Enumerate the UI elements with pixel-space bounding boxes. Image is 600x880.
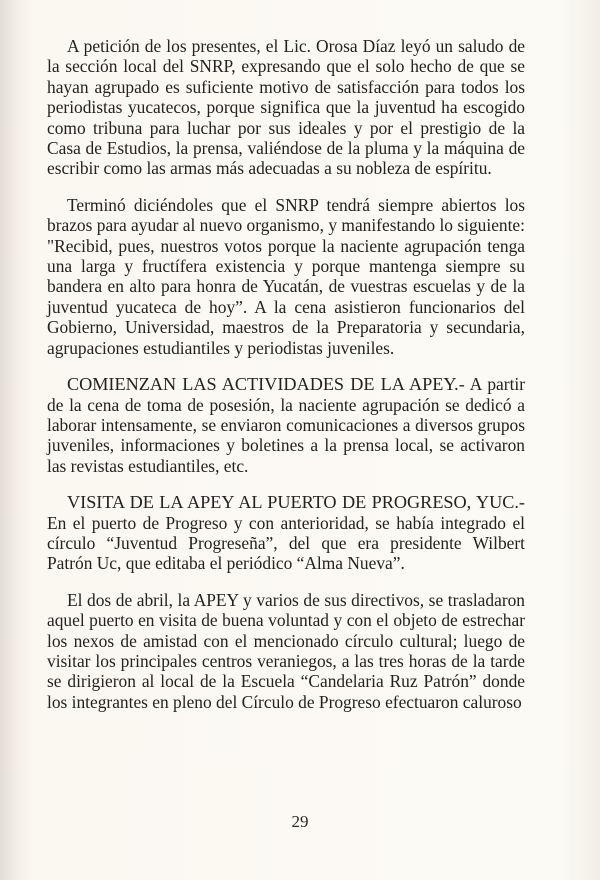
paragraph-text: A petición de los presentes, el Lic. Orosa Díaz leyó un saludo de la sección local del SNRP, expresando que el solo hecho de que se hayan agrupado es suficiente motivo de satisfacción para todos los periodistas yucatecos, porque significa que la juventud ha escogido como tribuna para luchar por sus ideales y por el prestigio de la Casa de Estudios, la prensa, valiéndose de la pluma y la máquina de escribir como las armas más adecuadas a su nobleza de espíritu. (47, 36, 525, 179)
paragraph-progreso-visit (47, 492, 525, 574)
paragraph-text: A partir de la cena de toma de posesión, la naciente agrupación se dedicó a laborar intensamente, se enviaron comunicaciones a diversos grupos juveniles, informaciones y boletines a la prensa local, se activaron las revistas estudiantiles, etc. (47, 374, 526, 476)
page-body (47, 36, 525, 712)
section-heading: COMIENZAN LAS ACTIVIDADES DE LA APEY.- (67, 374, 465, 395)
paragraph-text: En el puerto de Progreso y con anterioridad, se había integrado el círculo “Juventud Progreseña”, del que era presidente Wilbert Patrón Uc, que editaba el periódico “Alma Nueva”. (47, 512, 525, 574)
paragraph-april-visit (47, 590, 525, 712)
paragraph-snrp-closing (47, 195, 525, 358)
paragraph-orosa-diaz-greeting (47, 36, 525, 179)
page-number: 29 (291, 812, 309, 831)
section-heading: VISITA DE LA APEY AL PUERTO DE PROGRESO, YUC.- (67, 492, 525, 513)
paragraph-text: Terminó diciéndoles que el SNRP tendrá siempre abiertos los brazos para ayudar al nuevo organismo, y manifestando lo siguiente: "Recibid, pues, nuestros votos porque la naciente agrupación tenga una larga y fructífera existencia y porque mantenga siempre su bandera en alto para honra de Yucatán, de vuestras escuelas y de la juventud yucateca de hoy”. A la cena asistieron funcionarios del Gobierno, Universidad, maestros de la Preparatoria y secundaria, agrupaciones estudiantiles y periodistas juveniles. (47, 194, 525, 358)
paragraph-apey-activities (47, 374, 525, 476)
paragraph-text: El dos de abril, la APEY y varios de sus directivos, se trasladaron aquel puerto en visita de buena voluntad y con el objeto de estrechar los nexos de amistad con el mencionado círculo cultural; luego de visitar los principales centros veraniegos, a las tres horas de la tarde se dirigieron al local de la Escuela “Candelaria Ruz Patrón” donde los integrantes en pleno del Círculo de Progreso efectuaron caluroso (47, 589, 525, 712)
